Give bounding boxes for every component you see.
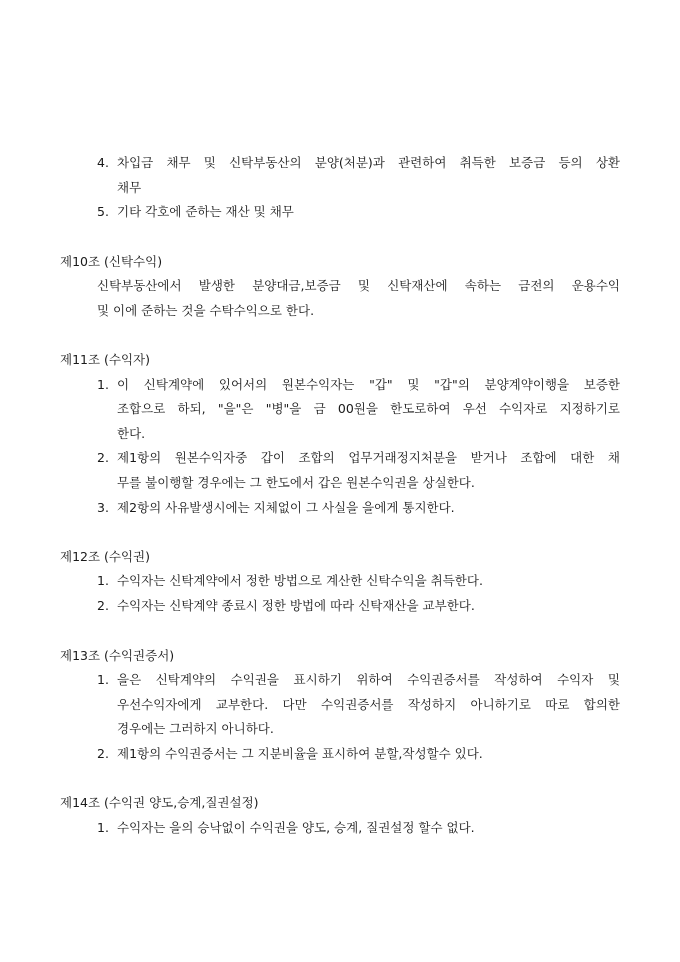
item-text: 수익자는 신탁계약에서 정한 방법으로 계산한 신탁수익을 취득한다.: [117, 573, 483, 588]
article-title: 제14조 (수익권 양도,승계,질권설정): [60, 795, 259, 810]
article-text: 신탁부동산에서 발생한 분양대금,보증금 및 신탁재산에 속하는 금전의 운용수익: [97, 278, 620, 293]
article-text: 및 이에 준하는 것을 수탁수익으로 한다.: [97, 303, 315, 318]
item-text: 기타 각호에 준하는 재산 및 채무: [117, 204, 294, 219]
item-number: 2.: [97, 598, 109, 613]
item-text: 제1항의 수익권증서는 그 지분비율을 표시하여 분할,작성할수 있다.: [117, 746, 483, 761]
item-number: 5.: [97, 204, 109, 219]
item-text: 채무: [117, 180, 142, 195]
article-title: 제11조 (수익자): [60, 352, 151, 367]
item-text: 무를 불이행할 경우에는 그 한도에서 갑은 원본수익권을 상실한다.: [117, 475, 475, 490]
item-text: 우선수익자에게 교부한다. 다만 수익권증서를 작성하지 아니하기로 따로 합의한: [117, 697, 620, 712]
article-title: 제13조 (수익권증서): [60, 648, 175, 663]
item-number: 1.: [97, 820, 109, 835]
item-number: 3.: [97, 500, 109, 515]
item-text: 경우에는 그러하지 아니하다.: [117, 721, 274, 736]
item-number: 1.: [97, 573, 109, 588]
item-text: 차입금 채무 및 신탁부동산의 분양(처분)과 관련하여 취득한 보증금 등의 상환: [117, 155, 620, 170]
item-text: 수익자는 신탁계약 종료시 정한 방법에 따라 신탁재산을 교부한다.: [117, 598, 475, 613]
item-number: 2.: [97, 450, 109, 465]
item-number: 2.: [97, 746, 109, 761]
item-text: 이 신탁계약에 있어서의 원본수익자는 "갑" 및 "갑"의 분양계약이행을 보증한: [117, 377, 620, 392]
item-number: 1.: [97, 377, 109, 392]
item-number: 1.: [97, 672, 109, 687]
item-text: 한다.: [117, 426, 146, 441]
item-text: 을은 신탁계약의 수익권을 표시하기 위하여 수익권증서를 작성하여 수익자 및: [117, 672, 620, 687]
item-text: 제1항의 원본수익자중 갑이 조합의 업무거래정지처분을 받거나 조합에 대한 채: [117, 450, 620, 465]
item-number: 4.: [97, 155, 109, 170]
item-text: 수익자는 을의 승낙없이 수익권을 양도, 승계, 질권설정 할수 없다.: [117, 820, 475, 835]
article-title: 제10조 (신탁수익): [60, 254, 163, 269]
article-title: 제12조 (수익권): [60, 549, 151, 564]
item-text: 제2항의 사유발생시에는 지체없이 그 사실을 을에게 통지한다.: [117, 500, 455, 515]
item-text: 조합으로 하되, "을"은 "병"을 금 00원을 한도로하여 우선 수익자로 지정하기로: [117, 401, 620, 416]
